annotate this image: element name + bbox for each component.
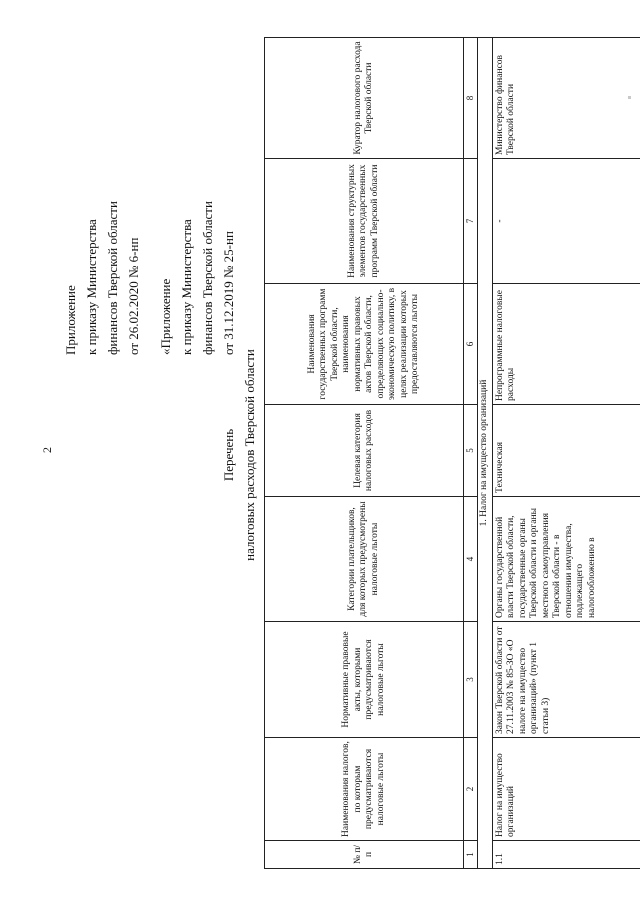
appendix-line: «Приложение [158, 278, 173, 355]
appendix-line: от 26.02.2020 № 6-нп [126, 237, 141, 355]
legal-act: Закон Тверской области от 27.11.2003 № 85-ЗО «О налоге на имущество организаций» (пункт 1 статьи 3) [492, 622, 640, 738]
column-number: 4 [464, 497, 478, 622]
column-number: 1 [464, 841, 478, 869]
appendix-line: финансов Тверской области [105, 201, 120, 355]
header-row [265, 38, 464, 869]
appendix-line: к приказу Министерства [84, 219, 99, 355]
appendix-block [60, 95, 239, 355]
column-number: 6 [464, 284, 478, 405]
section-title: 1. Налог на имущество организаций [478, 38, 493, 869]
column-number: 3 [464, 622, 478, 738]
appendix-line: Приложение [63, 285, 78, 355]
column-number-row [464, 38, 478, 869]
header-cell: Целевая категория налоговых расходов [265, 405, 464, 497]
appendix-line: от 31.12.2019 № 25-нп [221, 231, 236, 355]
header-cell: Наименования государственных программ Тверской области, наименования нормативных правовых актов Тверской области, определяющих социально-экономическую политику, в целях реализации которых предоставляются льготы [265, 284, 464, 405]
column-number: 8 [464, 38, 478, 159]
state-programs: Непрограммные налоговые расходы [492, 284, 640, 405]
title-line: налоговых расходов Тверской области [242, 349, 257, 561]
header-cell: Куратор налогового расхода Тверской области [265, 38, 464, 159]
column-number: 2 [464, 738, 478, 841]
page-number: 2 [40, 447, 54, 453]
header-cell: Наименования налогов, по которым предусматриваются налоговые льготы [265, 738, 464, 841]
title-line: Перечень [221, 428, 236, 482]
header-cell: Категории плательщиков, для которых предусмотрены налоговые льготы [265, 497, 464, 622]
section-row [478, 38, 493, 869]
column-number: 5 [464, 405, 478, 497]
header-cell: № п/п [265, 841, 464, 869]
header-cell: Нормативные правовые акты, которыми предусматриваются налоговые льготы [265, 622, 464, 738]
document-title [218, 265, 260, 645]
curator: Министерство финансов Тверской области [492, 38, 640, 159]
structural-elements: - [492, 159, 640, 284]
appendix-line: финансов Тверской области [200, 201, 215, 355]
target-category: Техническая [492, 405, 640, 497]
payer-categories: Органы государственной власти Тверской области, государственные органы Тверской области и органы местного самоуправления Тверской области - в отношении имущества, подлежащего налогообложению в [492, 497, 640, 622]
header-cell: Наименования структурных элементов государственных программ Тверской области [265, 159, 464, 284]
tax-name: Налог на имущество организаций [492, 738, 640, 841]
appendix-line: к приказу Министерства [179, 219, 194, 355]
row-number: 1.1 [492, 841, 640, 869]
column-number: 7 [464, 159, 478, 284]
tax-expenditure-table [264, 37, 640, 869]
table-row [492, 38, 640, 869]
